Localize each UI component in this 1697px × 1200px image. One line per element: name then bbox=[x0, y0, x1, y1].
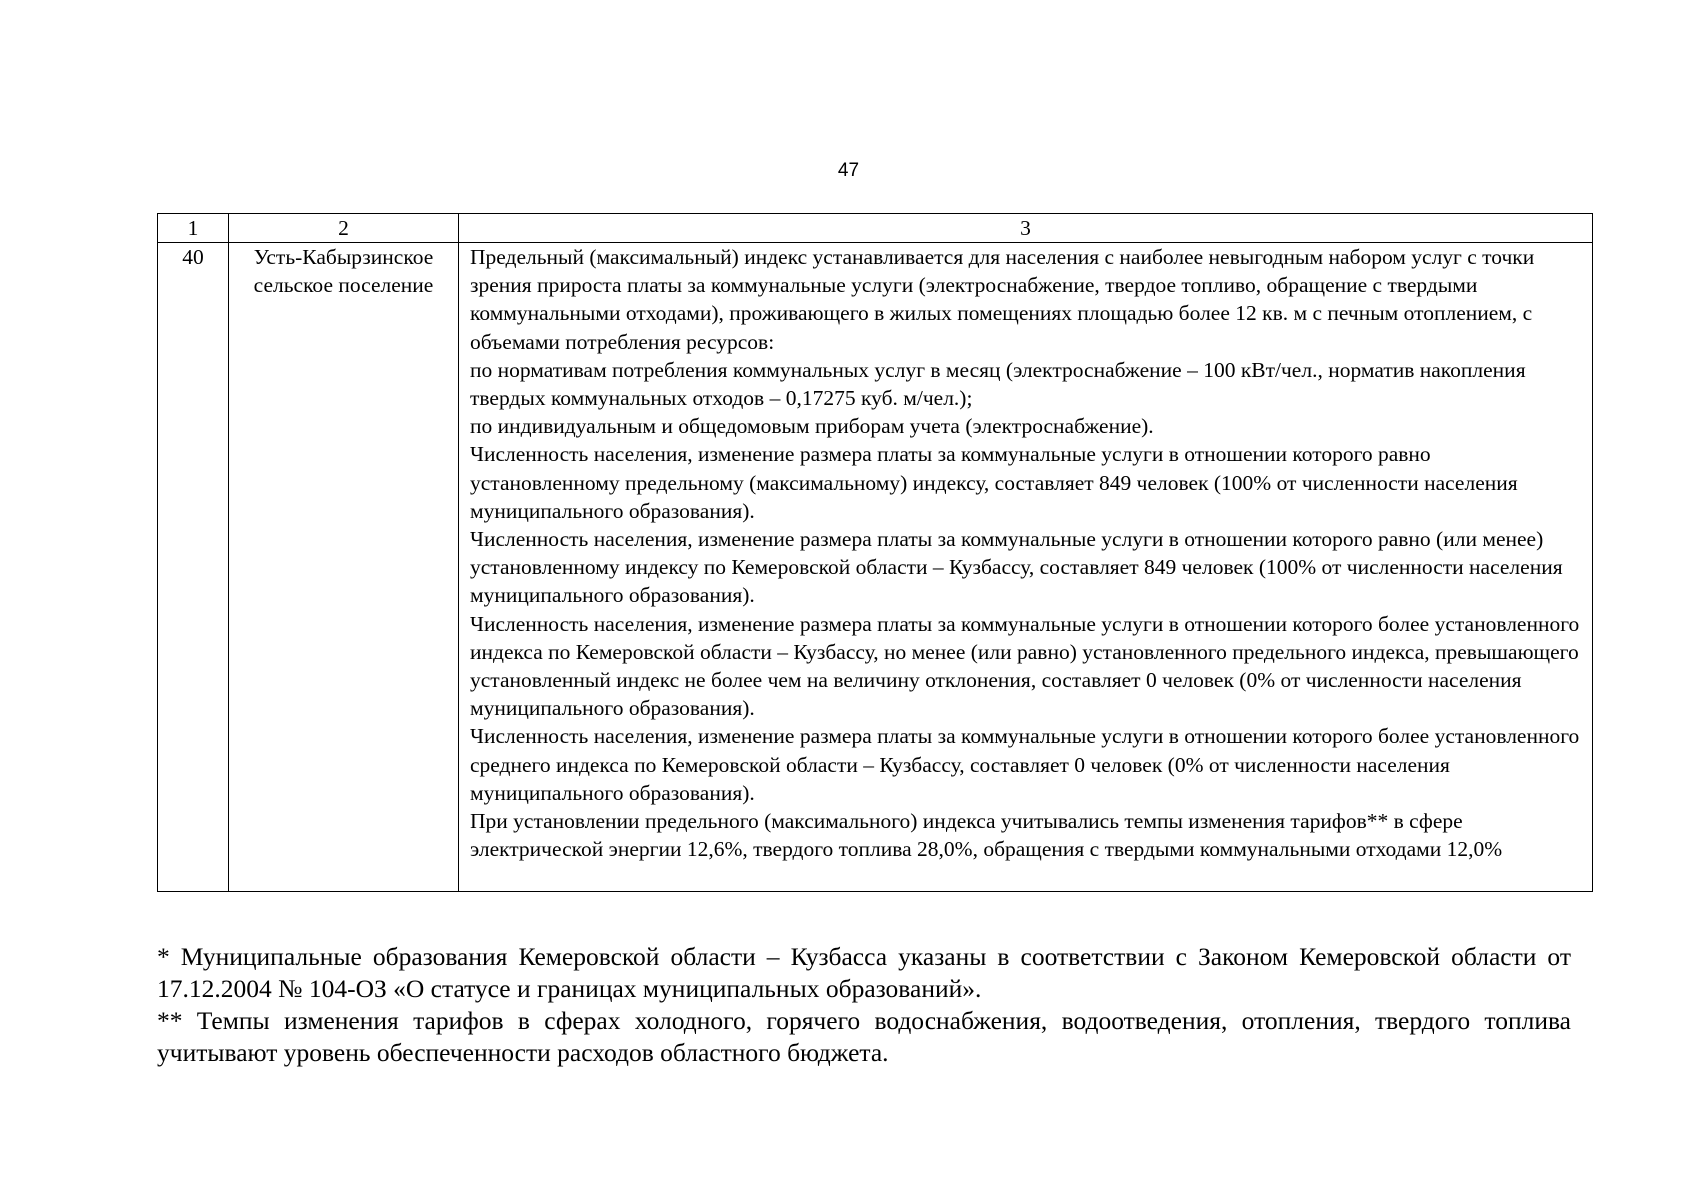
header-cell-2: 2 bbox=[229, 214, 459, 243]
footnotes bbox=[157, 941, 1571, 1069]
description-paragraph: Численность населения, изменение размера платы за коммунальные услуги в отношении которого более установленного среднего индекса по Кемеровской области – Кузбассу, составляет 0 человек (0% от численности населения муниципального образования). bbox=[470, 724, 1580, 805]
description-paragraph: Численность населения, изменение размера платы за коммунальные услуги в отношении которого равно установленному предельному (максимальному) индексу, составляет 849 человек (100% от численности населения муниципального образования). bbox=[470, 442, 1518, 523]
description-paragraph: по индивидуальным и общедомовым приборам учета (электроснабжение). bbox=[470, 414, 1154, 439]
description-paragraph: Предельный (максимальный) индекс устанавливается для населения с наиболее невыгодным набором услуг с точки зрения прироста платы за коммунальные услуги (электроснабжение, твердое топливо, обращение с твердыми коммунальными отходами), проживающего в жилых помещениях площадью более 12 кв. м с печным отоплением, с объемами потребления ресурсов: bbox=[470, 245, 1535, 354]
tariff-index-table bbox=[157, 213, 1593, 892]
footnote-tariff-rates: ** Темпы изменения тарифов в сферах холодного, горячего водоснабжения, водоотведения, отопления, твердого топлива учитывают уровень обеспеченности расходов областного бюджета. bbox=[157, 1006, 1571, 1067]
footnote-municipalities: * Муниципальные образования Кемеровской области – Кузбасса указаны в соответствии с Законом Кемеровской области от 17.12.2004 № 104-ОЗ «О статусе и границах муниципальных образований». bbox=[157, 942, 1571, 1003]
header-cell-1: 1 bbox=[158, 214, 229, 243]
description-paragraph: При установлении предельного (максимального) индекса учитывались темпы изменения тарифов** в сфере электрической энергии 12,6%, твердого топлива 28,0%, обращения с твердыми коммунальными отходами 12,0% bbox=[470, 809, 1503, 862]
description-paragraph: Численность населения, изменение размера платы за коммунальные услуги в отношении которого равно (или менее) установленному индексу по Кемеровской области – Кузбассу, составляет 849 человек (100% от численности населения муниципального образования). bbox=[470, 527, 1563, 608]
table-header-row bbox=[158, 214, 1593, 243]
description-cell bbox=[459, 243, 1593, 892]
page-number: 47 bbox=[837, 160, 860, 181]
description-paragraph: по нормативам потребления коммунальных услуг в месяц (электроснабжение – 100 кВт/чел., норматив накопления твердых коммунальных отходов – 0,17275 куб. м/чел.); bbox=[470, 357, 1526, 411]
table-row bbox=[158, 243, 1593, 892]
row-number-cell: 40 bbox=[158, 243, 229, 892]
municipality-name-cell: Усть-Кабырзинское сельское поселение bbox=[229, 243, 459, 892]
header-cell-3: 3 bbox=[459, 214, 1593, 243]
description-paragraph: Численность населения, изменение размера платы за коммунальные услуги в отношении которого более установленного индекса по Кемеровской области – Кузбассу, но менее (или равно) установленного предельного индекса, превышающего установленный индекс не более чем на величину отклонения, составляет 0 человек (0% от численности населения муниципального образования). bbox=[470, 611, 1580, 721]
